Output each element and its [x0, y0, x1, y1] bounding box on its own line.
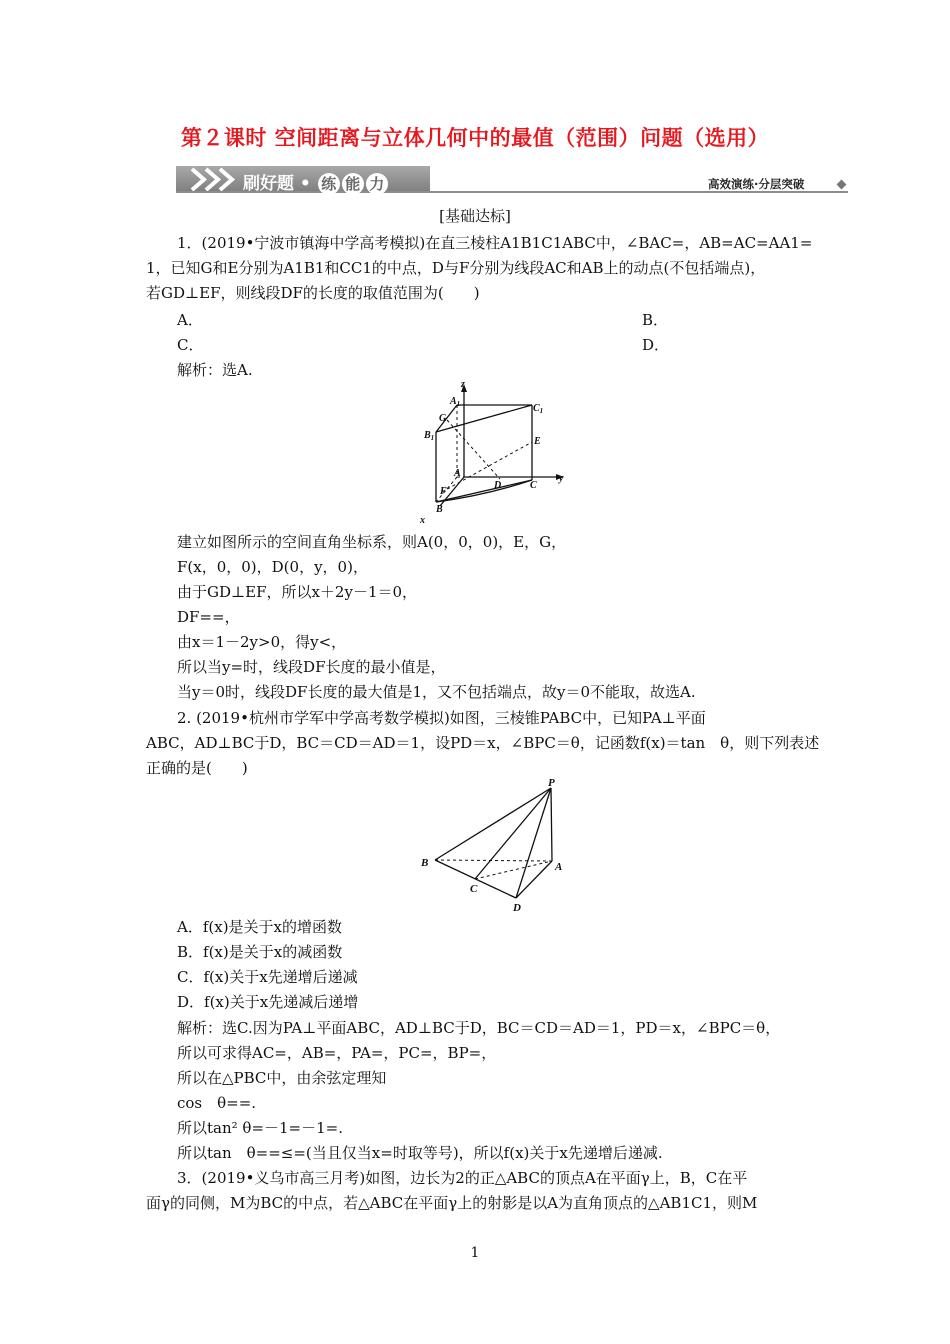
q1-solution-4: DF==， — [177, 608, 240, 626]
section-label: [基础达标] — [439, 207, 511, 225]
label-b: B — [436, 504, 443, 515]
q1-answer: 解析：选A. — [177, 361, 253, 379]
q1-option-b: B． — [642, 311, 669, 329]
label-z: z — [461, 380, 465, 390]
q1-option-d: D． — [642, 336, 670, 354]
q2-line-2: ABC，AD⊥BC于D，BC＝CD＝AD＝1，设PD＝x，∠BPC＝θ，记函数f(x)＝tan θ，则下列表述 — [146, 734, 820, 752]
q1-solution-7: 当y＝0时，线段DF长度的最大值是1，又不包括端点，故y＝0不能取，故选A. — [177, 683, 696, 701]
label-y: y — [559, 473, 564, 484]
q1-line-3: 若GD⊥EF，则线段DF的长度的取值范围为( ) — [146, 284, 480, 302]
label-f: F — [440, 486, 447, 497]
q2-solution-1: 解析：选C.因为PA⊥平面ABC，AD⊥BC于D，BC＝CD＝AD＝1，PD＝x，∠BPC＝θ， — [177, 1019, 781, 1037]
q3-line-1: 3．(2019•义乌市高三月考)如图，边长为2的正△ABC的顶点A在平面γ上，B，C在平 — [177, 1169, 748, 1187]
page-title: 第２课时 空间距离与立体几何中的最值（范围）问题（选用） — [180, 126, 770, 150]
q2-option-d: D．f(x)关于x先递减后递增 — [177, 993, 359, 1011]
q1-solution-2: F(x，0，0)，D(0，y，0)， — [177, 558, 368, 576]
label-a1: $A_1$ — [450, 396, 461, 408]
label-c: C — [470, 883, 478, 895]
q1-solution-3: 由于GD⊥EF，所以x＋2y－1＝0， — [177, 583, 418, 601]
q2-solution-2: 所以可求得AC=，AB=，PA=，PC=，BP=， — [177, 1044, 497, 1062]
label-p: P — [548, 777, 555, 789]
prism-figure — [412, 380, 572, 528]
q1-line-1: 1．(2019•宁波市镇海中学高考模拟)在直三棱柱A1B1C1ABC中，∠BAC=，AB=AC=AA1= — [177, 234, 813, 252]
banner-label: 刷好题 • 练 能 力 — [243, 169, 389, 195]
banner-right-label: 高效演练·分层突破 — [708, 177, 805, 191]
page-number: 1 — [470, 1245, 480, 1261]
q1-solution-1: 建立如图所示的空间直角坐标系，则A(0，0，0)，E，G， — [177, 533, 567, 551]
q1-option-a: A． — [177, 311, 203, 329]
q1-line-2: 1，已知G和E分别为A1B1和CC1的中点，D与F分别为线段AC和AB上的动点(不包括端点)， — [146, 259, 766, 277]
q2-solution-4: cos θ==. — [177, 1094, 257, 1112]
label-x: x — [420, 515, 425, 526]
label-d: D — [494, 480, 502, 491]
q2-option-c: C．f(x)关于x先递增后递减 — [177, 968, 358, 986]
q1-solution-5: 由x＝1－2y>0，得y<， — [177, 633, 347, 651]
q2-solution-3: 所以在△PBC中，由余弦定理知 — [177, 1069, 387, 1087]
q2-solution-6: 所以tan θ==≤=(当且仅当x=时取等号)，所以f(x)关于x先递增后递减. — [177, 1144, 663, 1162]
pyramid-figure — [415, 776, 575, 914]
label-a: A — [454, 468, 461, 479]
q2-line-1: 2. (2019•杭州市学军中学高考数学模拟)如图，三棱锥PABC中，已知PA⊥平面 — [177, 709, 706, 727]
q3-line-2: 面γ的同侧，M为BC的中点，若△ABC在平面γ上的射影是以A为直角顶点的△AB1C1，则M — [146, 1194, 758, 1212]
label-a: A — [555, 861, 563, 873]
q2-line-3: 正确的是( ) — [146, 759, 248, 777]
label-c1: $C_1$ — [533, 403, 544, 415]
label-d: D — [513, 902, 521, 914]
q1-option-c: C． — [177, 336, 204, 354]
label-c: C — [530, 480, 537, 491]
diamond-icon — [837, 180, 847, 190]
q1-solution-6: 所以当y=时，线段DF长度的最小值是， — [177, 658, 446, 676]
label-e: E — [534, 436, 541, 447]
q2-option-a: A．f(x)是关于x的增函数 — [177, 918, 343, 936]
label-b1: $B_1$ — [424, 430, 435, 442]
q2-solution-5: 所以tan² θ=－1=－1=. — [177, 1119, 344, 1137]
label-b: B — [421, 857, 429, 869]
label-g: G — [439, 413, 447, 424]
q2-option-b: B．f(x)是关于x的减函数 — [177, 943, 343, 961]
